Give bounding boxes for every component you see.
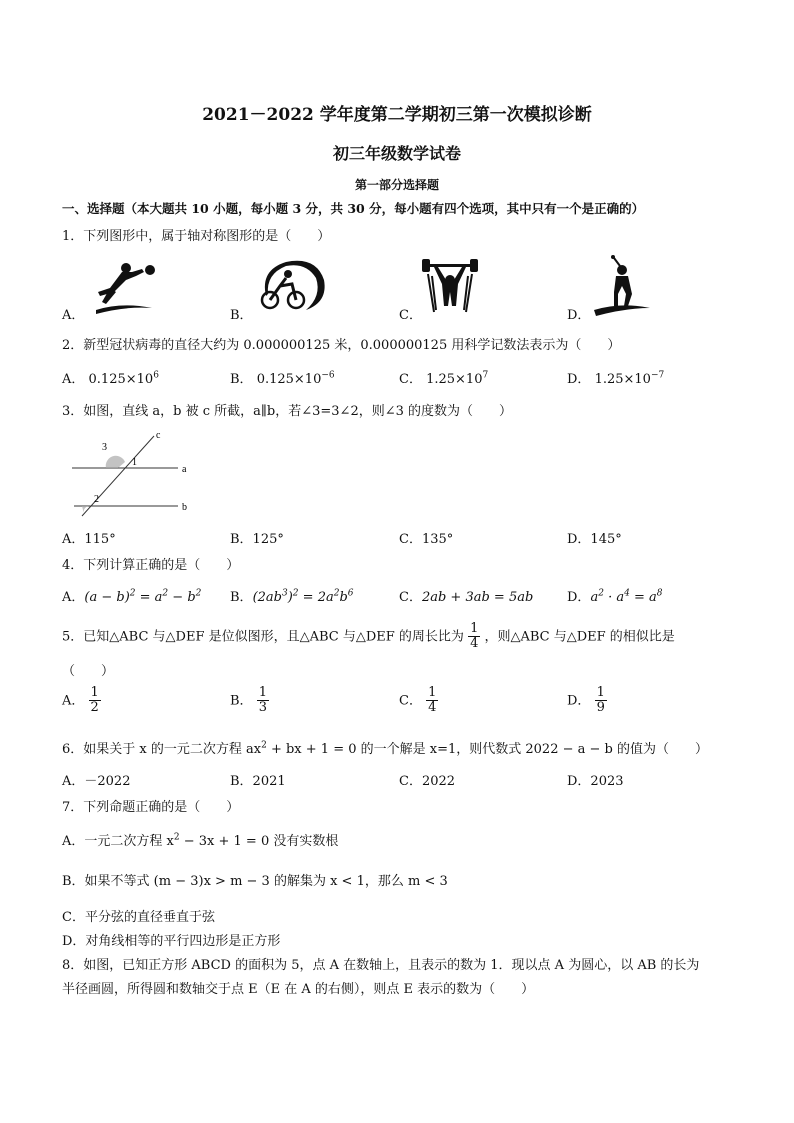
q3-option-b: B．125° <box>230 532 284 547</box>
q2-option-d-exp: −7 <box>650 370 665 381</box>
figure-angle-2: 2 <box>94 494 99 505</box>
q4-a-base: (a − b) <box>84 590 130 605</box>
q2-option-d-label: D． <box>567 372 591 387</box>
q4-option-b-label: B． <box>230 590 253 605</box>
q5-option-b-label: B． <box>230 693 253 709</box>
q4-option-c-label: C． <box>399 590 422 605</box>
q5-option-a-label: A． <box>62 693 85 709</box>
q4-d-base: a <box>590 590 599 605</box>
q2-option-b-label: B． <box>230 372 253 387</box>
q2-option-c-label: C． <box>399 372 422 387</box>
q2-option-d <box>567 368 664 387</box>
q4-b-base: (2ab <box>252 590 282 605</box>
q5-option-c <box>399 686 438 716</box>
question-7-stem: 7．下列命题正确的是（ ） <box>62 800 240 815</box>
q7-a-sup: 2 <box>173 832 180 843</box>
question-3-stem: 3．如图，直线 a，b 被 c 所截，a∥b，若∠3=3∠2，则∠3 的度数为（ ） <box>62 404 513 419</box>
q4-a-sup: 2 <box>129 588 136 599</box>
question-2-stem: 2．新型冠状病毒的直径大约为 0.000000125 米，0.000000125 用科学记数法表示为（ ） <box>62 338 621 353</box>
q4-a-sup2: 2 <box>162 588 169 599</box>
q3-option-a: A．115° <box>62 532 116 547</box>
q4-a-rest: − b <box>168 590 196 605</box>
q2-option-c-exp: 7 <box>482 370 489 381</box>
golfer-icon <box>592 254 652 318</box>
q2-option-b <box>230 368 335 387</box>
q4-d-sup2: 4 <box>624 588 630 599</box>
q2-option-a-label: A． <box>62 372 85 387</box>
q1-option-b-label: B． <box>230 308 253 323</box>
q5-stem-before: 5．已知△ABC 与△DEF 是位似图形，且△ABC 与△DEF 的周长比为 <box>62 629 464 645</box>
exam-title: 2021－2022 学年度第二学期初三第一次模拟诊断 <box>202 105 592 125</box>
q6-option-c: C．2022 <box>399 774 456 789</box>
q4-option-b <box>230 586 354 605</box>
q4-d-sup: 2 <box>598 588 604 599</box>
q4-b-sup3: 2 <box>333 588 340 599</box>
q3-option-c: C．135° <box>399 532 454 547</box>
q4-b-close: ) <box>287 590 293 605</box>
question-8-line2: 半径画圆，所得圆和数轴交于点 E（E 在 A 的右侧），则点 E 表示的数为（ ） <box>62 982 535 997</box>
q4-d-mid: · a <box>603 590 625 605</box>
q4-b-rest: b <box>339 590 348 605</box>
q7-option-b: B．如果不等式 (m − 3)x > m − 3 的解集为 x < 1，那么 m < 3 <box>62 874 448 889</box>
q5-option-a-fraction <box>89 686 101 716</box>
exam-subtitle: 初三年级数学试卷 <box>332 144 461 163</box>
q4-b-rhs: = 2a <box>298 590 334 605</box>
q4-option-d <box>567 586 662 605</box>
figure-label-c: c <box>156 430 161 441</box>
q4-a-rhs: = a <box>135 590 163 605</box>
q5-c-num: 1 <box>428 685 437 700</box>
q2-option-c-base: 1.25×10 <box>426 372 483 387</box>
q4-d-rhs: = a <box>629 590 657 605</box>
q6-option-d: D．2023 <box>567 774 624 789</box>
question-8-line1: 8．如图，已知正方形 ABCD 的面积为 5，点 A 在数轴上，且表示的数为 1．现以点 A 为圆心，以 AB 的长为 <box>62 958 700 973</box>
volleyball-player-icon <box>92 258 162 318</box>
q4-b-sup2: 2 <box>292 588 299 599</box>
q4-option-d-label: D． <box>567 590 591 605</box>
question-1-stem: 1．下列图形中，属于轴对称图形的是（ ） <box>62 229 331 244</box>
figure-label-b: b <box>182 502 187 513</box>
q6-sup: 2 <box>261 740 267 751</box>
figure-label-a: a <box>182 464 187 475</box>
question-6-stem <box>62 738 708 757</box>
q5-ratio-num: 1 <box>470 621 479 636</box>
q4-a-sup3: 2 <box>195 588 202 599</box>
question-4-stem: 4．下列计算正确的是（ ） <box>62 558 240 573</box>
q5-a-num: 1 <box>90 685 99 700</box>
q6-stem-a: 6．如果关于 x 的一元二次方程 ax <box>62 742 262 757</box>
q2-option-a-base: 0.125×10 <box>88 372 154 387</box>
q4-option-a <box>62 586 201 605</box>
q5-option-d <box>567 686 607 716</box>
q4-b-sup4: 6 <box>347 588 354 599</box>
q2-option-b-exp: −6 <box>321 370 335 381</box>
q5-stem-after: ，则△ABC 与△DEF 的相似比是 <box>484 629 675 645</box>
q2-option-a <box>62 368 159 387</box>
q6-option-a: A．－2022 <box>62 774 131 789</box>
q7-option-d: D．对角线相等的平行四边形是正方形 <box>62 934 281 949</box>
q5-option-c-fraction <box>426 686 438 716</box>
q2-option-d-base: 1.25×10 <box>594 372 651 387</box>
q5-d-den: 9 <box>596 700 605 716</box>
q4-c-text: 2ab + 3ab = 5ab <box>421 590 534 605</box>
q4-option-a-label: A． <box>62 590 85 605</box>
q5-option-b-fraction <box>257 686 269 716</box>
q7-a-part1: A．一元二次方程 x <box>62 834 174 849</box>
q2-option-a-exp: 6 <box>153 370 159 381</box>
q5-option-d-label: D． <box>567 693 591 709</box>
weightlifter-icon <box>420 258 480 318</box>
cyclist-icon <box>256 256 328 318</box>
q5-ratio-fraction <box>468 622 480 652</box>
q5-b-den: 3 <box>258 700 267 716</box>
parallel-lines-figure <box>62 426 202 520</box>
q4-d-sup3: 8 <box>656 588 663 599</box>
figure-angle-1: 1 <box>132 457 137 468</box>
q5-a-den: 2 <box>90 700 99 716</box>
q6-stem-b: + bx + 1 = 0 的一个解是 x=1，则代数式 2022 − a − b 的值为（ ） <box>266 742 708 757</box>
q5-ratio-den: 4 <box>470 636 479 652</box>
q1-option-d-label: D． <box>567 308 591 323</box>
q5-option-c-label: C． <box>399 693 422 709</box>
q4-b-sup: 3 <box>281 588 288 599</box>
q5-c-den: 4 <box>428 700 437 716</box>
q7-a-part2: − 3x + 1 = 0 没有实数根 <box>179 834 339 849</box>
section-heading: 一、选择题（本大题共 10 小题，每小题 3 分，共 30 分，每小题有四个选项，其中只有一个是正确的） <box>62 201 645 216</box>
q5-option-d-fraction <box>595 686 607 716</box>
figure-angle-3: 3 <box>102 442 107 453</box>
q6-option-b: B．2021 <box>230 774 286 789</box>
q7-option-c: C．平分弦的直径垂直于弦 <box>62 910 215 925</box>
q7-option-a <box>62 830 338 849</box>
q4-option-c <box>399 586 533 605</box>
q5-option-b <box>230 686 269 716</box>
q5-d-num: 1 <box>596 685 605 700</box>
q1-option-a-label: A． <box>62 308 85 323</box>
q2-option-c <box>399 368 488 387</box>
part-heading: 第一部分选择题 <box>354 178 439 192</box>
q5-b-num: 1 <box>258 685 267 700</box>
q2-option-b-base: 0.125×10 <box>256 372 322 387</box>
question-5-stem <box>62 622 675 652</box>
q5-paren: （ ） <box>62 664 115 679</box>
q5-option-a <box>62 686 101 716</box>
q3-option-d: D．145° <box>567 532 622 547</box>
q1-option-c-label: C． <box>399 308 422 323</box>
